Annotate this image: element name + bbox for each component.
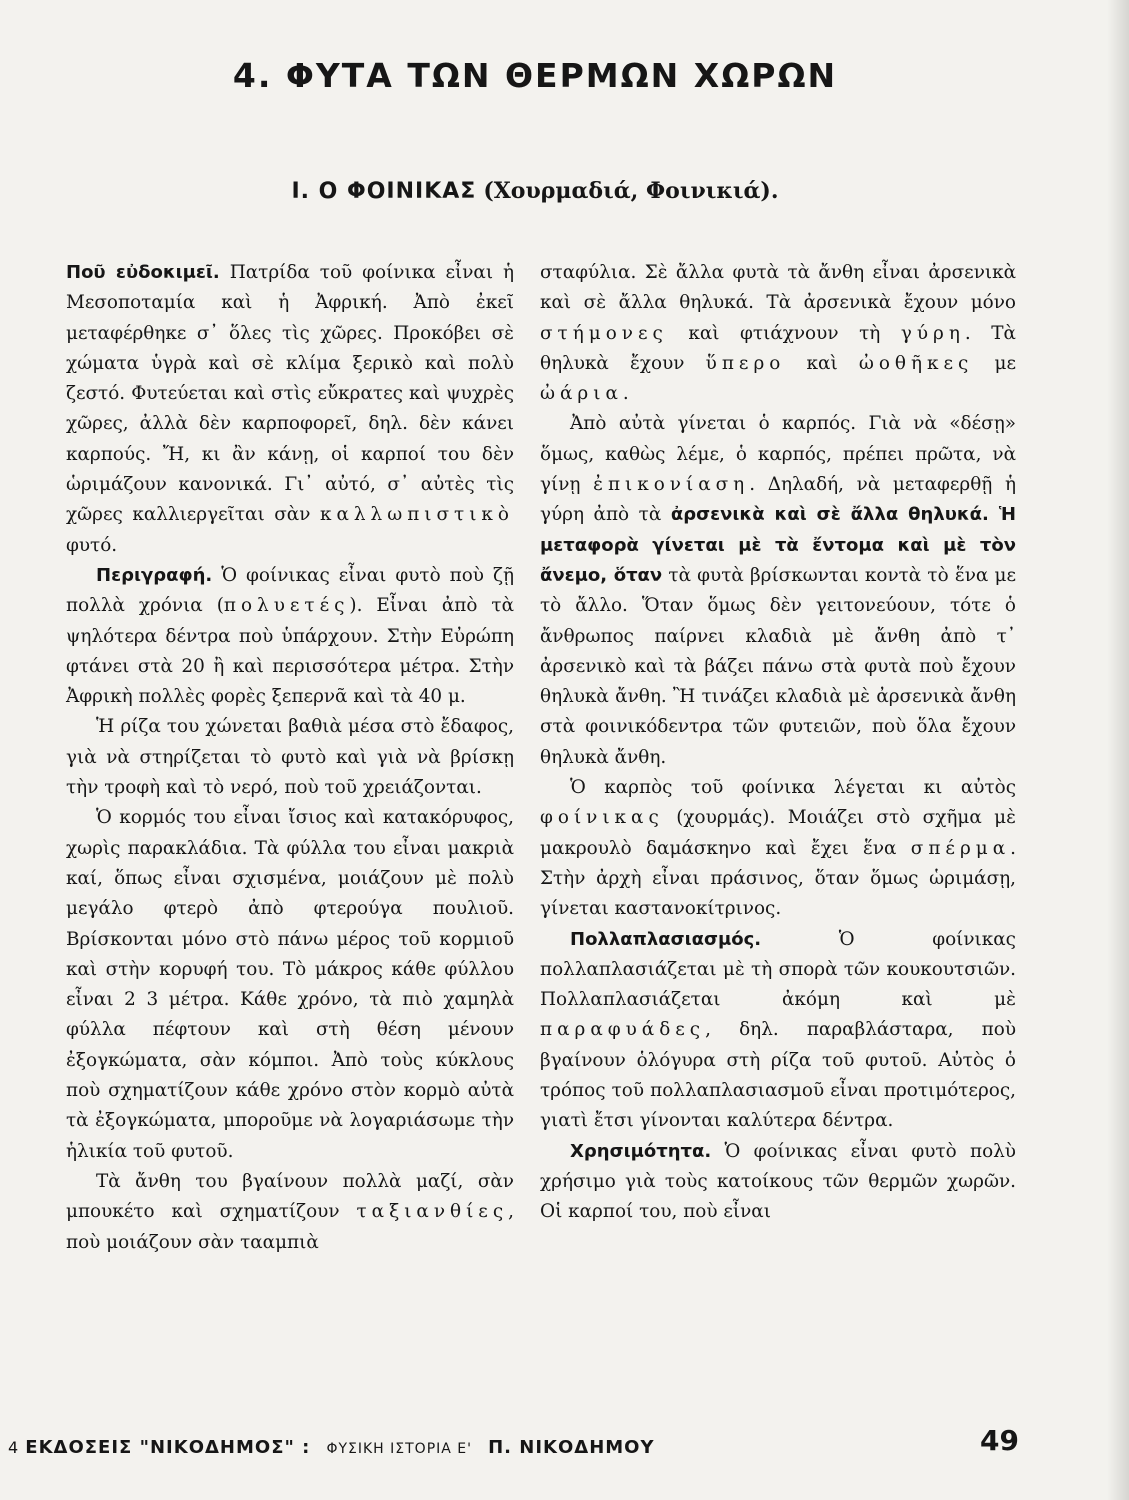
paragraph-propagation [540, 925, 1016, 1137]
spaced-term: σπέρμα [910, 837, 1011, 859]
text-span: . Στὴν ἀρχὴ εἶναι πράσινος, ὅταν ὅμως ὡριμάσῃ, γίνεται καστανοκίτρινος. [540, 837, 1016, 920]
spaced-term: ταξιανθίες [356, 1201, 509, 1223]
footer-series: ΦΥΣΙΚΗ ΙΣΤΟΡΙΑ Ε' [326, 1441, 472, 1457]
text-span: , δηλ. παραβλάσταρα, ποὺ βγαίνουν ὁλόγυρα στὴ ρίζα τοῦ φυτοῦ. Αὐτὸς ὁ τρόπος τοῦ πολλαπλασιασμοῦ εἶναι προτιμότερος, γιατὶ ἔτσι γίνονται καλύτερα δέντρα. [540, 1019, 1016, 1132]
footer [8, 1437, 655, 1458]
text-span: Πατρίδα τοῦ φοίνικα εἶναι ἡ Μεσοποταμία καὶ ἡ Ἀφρική. Ἀπὸ ἐκεῖ μεταφέρθηκε σ᾽ ὅλες τὶς χῶρες. Προκόβει σὲ χώματα ὑγρὰ καὶ σὲ κλίμα ξερικὸ καὶ πολὺ ζεστό. Φυτεύεται καὶ στὶς εὔκρατες καὶ ψυχρὲς χῶρες, ἀλλὰ δὲν καρποφορεῖ, δηλ. δὲν κάνει καρπούς. Ἤ, κι ἂν κάνῃ, οἱ καρποί του δὲν ὡριμάζουν κανονικά. Γι᾽ αὐτό, σ᾽ αὐτὲς τὶς χῶρες καλλιεργεῖται σὰν [66, 262, 514, 526]
text-span: Ὁ φοίνικας πολλαπλασιάζεται μὲ τὴ σπορὰ τῶν κουκουτσιῶν. Πολλαπλασιάζεται ἀκόμη καὶ μὲ [540, 928, 1016, 1011]
spaced-term: πολυετές [223, 595, 350, 617]
spaced-term: παραφυάδες [540, 1019, 706, 1041]
paragraph-usefulness [540, 1137, 1016, 1228]
paragraph-description [66, 561, 514, 712]
text-span: σταφύλια. Σὲ ἄλλα φυτὰ τὰ ἄνθη εἶναι ἀρσενικὰ καὶ σὲ ἄλλα θηλυκά. Τὰ ἀρσενικὰ ἔχουν μόνο [540, 262, 1016, 314]
text-span: . Τὰ θηλυκὰ ἔχουν [540, 322, 1016, 374]
text-span: Ὁ φοίνικας εἶναι φυτὸ πολὺ χρήσιμο γιὰ τοὺς κατοίκους τῶν θερμῶν χωρῶν. Οἱ καρποί του, ποὺ εἶναι [540, 1140, 1016, 1223]
paragraph-habitat [66, 258, 514, 561]
spaced-term: ὠοθῆκες [858, 352, 974, 374]
paragraph-flower-types [540, 258, 1016, 409]
text-span: ). Εἶναι ἀπὸ τὰ ψηλότερα δέντρα ποὺ ὑπάρχουν. Στὴν Εὐρώπη φτάνει στὰ 20 ἢ καὶ περισσότερα μέτρα. Στὴν Ἀφρικὴ πολλὲς φορὲς ξεπερνᾶ καὶ τὰ 40 μ. [66, 595, 514, 708]
spaced-term: καλλωπιστικὸ [319, 504, 514, 526]
heading-propagation: Πολλαπλασιασμός. [570, 928, 762, 950]
spaced-term: γύρη [900, 322, 965, 344]
section-title-sub: (Χουρμαδιά, Φοινικιά). [483, 178, 779, 204]
text-span: τὰ φυτὰ βρίσκωνται κοντὰ τὸ ἕνα με τὸ ἄλλο. Ὅταν ὅμως δὲν γειτονεύουν, τότε ὁ ἄνθρωπος παίρνει κλαδιὰ μὲ ἄνθη ἀπὸ τ᾽ ἀρσενικὸ καὶ τὰ βάζει πάνω στὰ φυτὰ ποὺ ἔχουν θηλυκὰ ἄνθη. Ἢ τινάζει κλαδιὰ μὲ ἀρσενικὰ ἄνθη στὰ φοινικόδεντρα τῶν φυτειῶν, ποὺ ὅλα ἔχουν θηλυκὰ ἄνθη. [540, 564, 1016, 768]
text-span: . Δηλαδή, νὰ μεταφερθῇ ἡ γύρη ἀπὸ τὰ [540, 474, 1016, 526]
paragraph-fruit [540, 773, 1016, 924]
heading-habitat: Ποῦ εὐδοκιμεῖ. [66, 262, 220, 283]
heading-description: Περιγραφή. [96, 564, 213, 586]
spaced-term: ἐπικονίαση [593, 474, 750, 496]
text-span: , ποὺ μοιάζουν σὰν τααμπιὰ [66, 1201, 514, 1253]
text-span: . [622, 383, 629, 405]
section-title [0, 178, 1070, 204]
text-span: φυτό. [66, 534, 118, 556]
paragraph-trunk: Ὁ κορμός του εἶναι ἴσιος καὶ κατακόρυφος, χωρὶς παρακλάδια. Τὰ φύλλα του εἶναι μακριὰ καί, ὅπως εἶναι σχισμένα, μοιάζουν μὲ πολὺ μεγάλο φτερὸ ἀπὸ φτερούγα πουλιοῦ. Βρίσκονται μόνο στὸ πάνω μέρος τοῦ κορμιοῦ καὶ στὴν κορυφή του. Τὸ μάκρος κάθε φύλλου εἶναι 2 3 μέτρα. Κάθε χρόνο, τὰ πιὸ χαμηλὰ φύλλα πέφτουν καὶ στὴ θέση μένουν ἐξογκώματα, σὰν κόμποι. Ἀπὸ τοὺς κύκλους ποὺ σχηματίζουν κάθε χρόνο στὸν κορμὸ αὐτὰ τὰ ἐξογκώματα, μποροῦμε νὰ λογαριάσωμε τὴν ἡλικία τοῦ φυτοῦ. [66, 807, 514, 1162]
bold-text: ἀρσενικὰ καὶ σὲ ἄλλα θηλυκά. Ἡ μεταφορὰ γίνεται μὲ τὰ ἔντομα καὶ μὲ τὸν ἄνεμο, ὅταν [540, 504, 1016, 586]
paragraph-root: Ἡ ρίζα του χώνεται βαθιὰ μέσα στὸ ἔδαφος, γιὰ νὰ στηρίζεται τὸ φυτὸ καὶ γιὰ νὰ βρίσκῃ τὴν τροφὴ καὶ τὸ νερό, ποὺ τοῦ χρειάζονται. [66, 716, 514, 799]
text-span: με [994, 352, 1016, 374]
text-span: Ὁ φοίνικας εἶναι φυτὸ ποὺ ζῇ πολλὰ χρόνια ( [66, 564, 514, 617]
text-span: Τὰ ἄνθη του βγαίνουν πολλὰ μαζί, σὰν μπουκέτο καὶ σχηματίζουν [66, 1170, 514, 1223]
spaced-term: ὕπερο [705, 352, 786, 374]
left-column [66, 258, 514, 1258]
spaced-term: στήμονες [540, 322, 668, 344]
spaced-term: ὠάρια [540, 383, 623, 405]
footer-publisher: ΕΚΔΟΣΕΙΣ "ΝΙΚΟΔΗΜΟΣ" : [25, 1437, 311, 1458]
paragraph-pollination [540, 409, 1016, 773]
text-span: (χουρμάς). Μοιάζει στὸ σχῆμα μὲ μακρουλὸ δαμάσκηνο καὶ ἔχει ἕνα [540, 807, 1016, 859]
section-title-main: Ι. Ο ΦΟΙΝΙΚΑΣ [291, 179, 477, 204]
footer-sheet-number: 4 [8, 1438, 20, 1457]
paragraph-flowers [66, 1167, 514, 1258]
footer-author: Π. ΝΙΚΟΔΗΜΟΥ [488, 1437, 655, 1458]
page-edge-shadow [1107, 0, 1129, 1500]
right-column [540, 258, 1016, 1228]
heading-usefulness: Χρησιμότητα. [570, 1140, 712, 1162]
text-span: Ὁ καρπὸς τοῦ φοίνικα λέγεται κι αὐτὸς [570, 777, 1016, 799]
spaced-term: φοίνικας [540, 807, 664, 829]
text-span: καὶ φτιάχνουν τὴ [688, 322, 881, 344]
chapter-title: 4. ΦΥΤΑ ΤΩΝ ΘΕΡΜΩΝ ΧΩΡΩΝ [232, 56, 838, 95]
page-number: 49 [980, 1424, 1019, 1457]
text-span: Ἀπὸ αὐτὰ γίνεται ὁ καρπός. Γιὰ νὰ «δέσῃ» ὅμως, καθὼς λέμε, ὁ καρπός, πρέπει πρῶτα, νὰ γίνῃ [540, 413, 1016, 496]
text-span: καὶ [806, 352, 838, 374]
